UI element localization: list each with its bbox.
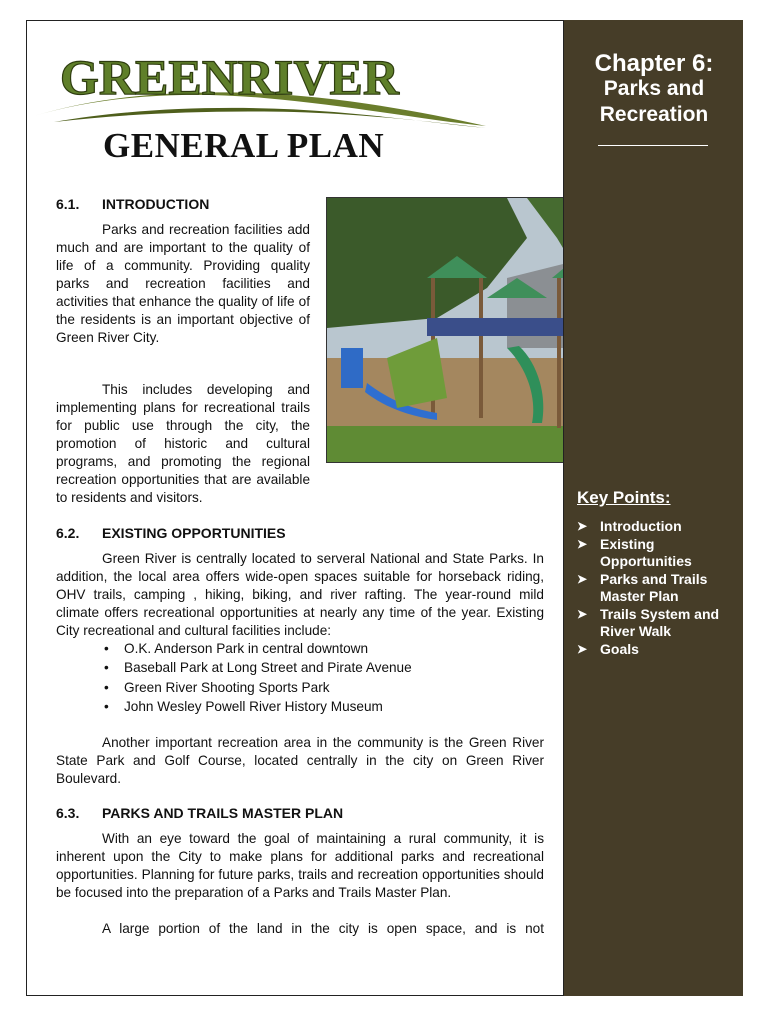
arrow-icon: ➤ bbox=[577, 606, 588, 621]
facilities-list bbox=[100, 639, 540, 716]
chapter-sidebar bbox=[563, 20, 743, 996]
chapter-number: Chapter 6: bbox=[594, 50, 714, 77]
section-title: INTRODUCTION bbox=[102, 196, 210, 212]
list-item: • Baseball Park at Long Street and Pirate Avenue bbox=[100, 658, 540, 677]
divider bbox=[598, 145, 708, 146]
section-title: EXISTING OPPORTUNITIES bbox=[102, 525, 286, 541]
chapter-title-line: Parks and bbox=[603, 77, 705, 100]
key-point-item bbox=[577, 571, 737, 606]
arrow-icon: ➤ bbox=[577, 536, 588, 551]
intro-paragraph-1: Parks and recreation facilities add much and are important to the quality of life of a community. Providing quality parks and recreation facilities and activities that enhance the quality of life of the residents is an important objective of Green River City. bbox=[56, 222, 310, 345]
list-item: • Green River Shooting Sports Park bbox=[100, 678, 540, 697]
key-point-label: Parks and Trails Master Plan bbox=[600, 570, 708, 604]
section-number: 6.1. bbox=[56, 196, 80, 212]
arrow-icon: ➤ bbox=[577, 571, 588, 586]
logo-subtext: utah bbox=[406, 93, 436, 109]
key-point-item bbox=[577, 536, 737, 571]
existing-paragraph-1: Green River is centrally located to serveral National and State Parks. In addition, the local area offers wide-open spaces suitable for horseback riding, OHV trails, camping , hiking, biking, and river rafting. The year-round mild climate offers recreational opportunities at nearly any time of the year. Existing City recreational and cultural facilities include: bbox=[56, 551, 544, 638]
master-plan-paragraph-1: With an eye toward the goal of maintaining a rural community, it is inherent upon the City to make plans for additional parks and recreational opportunities. Planning for future parks, trails and recreation opportunities should be focused into the preparation of a Parks and Trails Master Plan. bbox=[56, 831, 544, 900]
section-heading-existing bbox=[56, 525, 286, 541]
key-point-label: Introduction bbox=[600, 518, 682, 534]
key-point-item bbox=[577, 641, 737, 659]
key-point-label: Existing Opportunities bbox=[600, 535, 692, 569]
document-title: GENERAL PLAN bbox=[103, 126, 385, 165]
key-point-label: Trails System and River Walk bbox=[600, 605, 720, 639]
existing-paragraph-2: Another important recreation area in the community is the Green River State Park and Golf Course, located centrally in the city on Green River Boulevard. bbox=[56, 735, 544, 786]
chapter-title bbox=[564, 76, 744, 128]
greenriver-logo bbox=[34, 38, 486, 128]
list-item: • O.K. Anderson Park in central downtown bbox=[100, 639, 540, 658]
chapter-title-line: Recreation bbox=[599, 103, 709, 126]
arrow-icon: ➤ bbox=[577, 641, 588, 656]
master-plan-paragraph-2: A large portion of the land in the city is open space, and is not bbox=[102, 921, 544, 936]
intro-paragraph-2: This includes developing and implementing plans for recreational trails for public use through the city, the promotion of historic and cultural programs, and promoting the regional recreation opportunities that are available to residents and visitors. bbox=[56, 382, 310, 505]
key-points-list bbox=[577, 518, 737, 658]
key-point-item bbox=[577, 518, 737, 536]
key-point-label: Goals bbox=[600, 640, 639, 657]
arrow-icon: ➤ bbox=[577, 519, 588, 533]
section-heading-intro bbox=[56, 196, 209, 212]
section-heading-master-plan bbox=[56, 805, 343, 821]
key-points-title: Key Points: bbox=[577, 488, 671, 507]
section-number: 6.3. bbox=[56, 805, 80, 821]
section-number: 6.2. bbox=[56, 525, 80, 541]
key-point-item bbox=[577, 606, 737, 641]
list-item: • John Wesley Powell River History Museum bbox=[100, 697, 540, 716]
section-title: PARKS AND TRAILS MASTER PLAN bbox=[102, 805, 344, 821]
logo-text: GREENRIVER bbox=[60, 49, 399, 105]
